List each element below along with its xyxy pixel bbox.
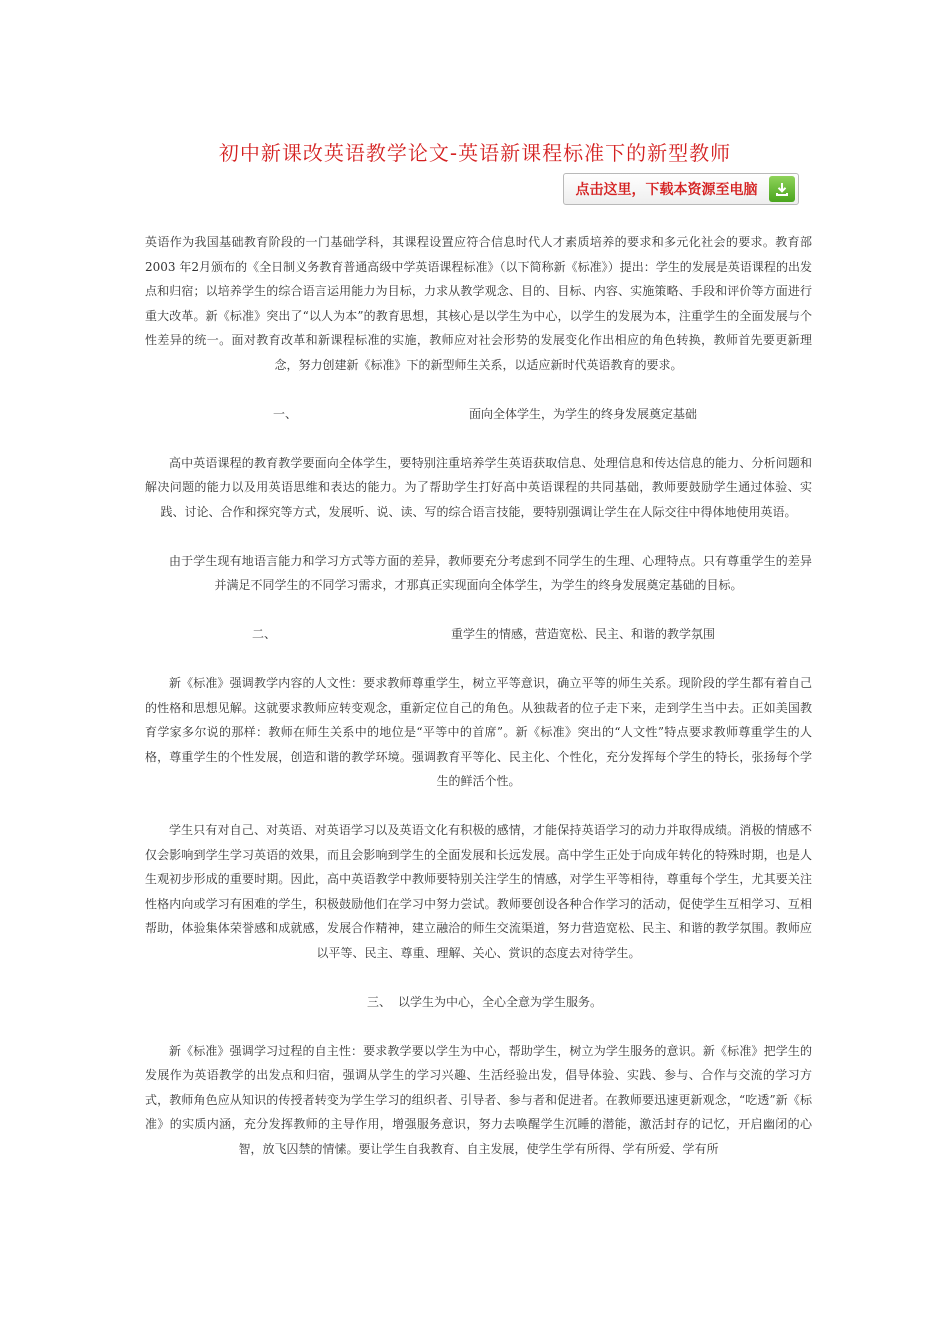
section-2-paragraph-1: 新《标准》强调教学内容的人文性：要求教师尊重学生，树立平等意识，确立平等的师生关系。现阶段的学生都有着自己的性格和思想见解。这就要求教师应转变观念，重新定位自己的角色。从独裁者的位子走下来，走到学生当中去。正如美国教育学家多尔说的那样：教师在师生关系中的地位是“平等中的首席”。新《标准》突出的“人文性”特点要求教师尊重学生的人格，尊重学生的个性发展，创造和谐的教学环境。强调教育平等化、民主化、个性化，充分发挥每个学生的特长，张扬每个学生的鲜活个性。 [145, 676, 812, 788]
section-number: 三、 [367, 994, 392, 1009]
download-button[interactable] [563, 173, 799, 205]
article-body [145, 230, 812, 1186]
section-title: 重学生的情感，营造宽松、民主、和谐的教学氛围 [451, 627, 716, 641]
section-1-paragraph-2: 由于学生现有地语言能力和学习方式等方面的差异，教师要充分考虑到不同学生的生理、心理特点。只有尊重学生的差异并满足不同学生的不同学习需求，才那真正实现面向全体学生，为学生的终身发展奠定基础的目标。 [169, 553, 812, 592]
download-button-label: 点击这里，下载本资源至电脑 [575, 182, 758, 198]
section-1-paragraph-1: 高中英语课程的教育教学要面向全体学生，要特别注重培养学生英语获取信息、处理信息和传达信息的能力、分析问题和解决问题的能力以及用英语思维和表达的能力。为了帮助学生打好高中英语课程的共同基础，教师要鼓励学生通过体验、实践、讨论、合作和探究等方式，发展听、说、读、写的综合语言技能，要特别强调让学生在人际交往中得体地使用英语。 [145, 455, 812, 519]
section-number: 一、 [273, 406, 298, 421]
download-icon [769, 176, 795, 202]
section-number: 二、 [252, 627, 277, 641]
section-title: 以学生为中心，全心全意为学生服务。 [398, 994, 603, 1009]
intro-paragraph: 英语作为我国基础教育阶段的一门基础学科，其课程设置应符合信息时代人才素质培养的要求和多元化社会的要求。教育部2003 年2月颁布的《全日制义务教育普通高级中学英语课程标准》（以下简称新《标准》）提出：学生的发展是英语课程的出发点和归宿；以培养学生的综合语言运用能力为目标，力求从教学观念、目的、目标、内容、实施策略、手段和评价等方面进行重大改革。新《标准》突出了“以人为本”的教育思想，其核心是以学生为中心，以学生的发展为本，注重学生的全面发展与个性差异的统一。面对教育改革和新课程标准的实施，教师应对社会形势的发展变化作出相应的角色转换，教师首先要更新理念，努力创建新《标准》下的新型师生关系，以适应新时代英语教育的要求。 [145, 235, 812, 372]
section-heading-2 [145, 622, 812, 647]
section-2-paragraph-2: 学生只有对自己、对英语、对英语学习以及英语文化有积极的感情，才能保持英语学习的动力并取得成绩。消极的情感不仅会影响到学生学习英语的效果，而且会影响到学生的全面发展和长远发展。高中学生正处于向成年转化的特殊时期，也是人生观初步形成的重要时期。因此，高中英语教学中教师要特别关注学生的情感，对学生平等相待，尊重每个学生，尤其要关注性格内向或学习有困难的学生，积极鼓励他们在学习中努力尝试。教师要创设各种合作学习的活动，促使学生互相学习、互相帮助，体验集体荣誉感和成就感，发展合作精神，建立融洽的师生交流渠道，努力营造宽松、民主、和谐的教学氛围。教师应以平等、民主、尊重、理解、关心、赏识的态度去对待学生。 [145, 823, 812, 960]
section-3-paragraph-1: 新《标准》强调学习过程的自主性：要求教学要以学生为中心，帮助学生，树立为学生服务的意识。新《标准》把学生的发展作为英语教学的出发点和归宿，强调从学生的学习兴趣、生活经验出发，倡导体验、实践、参与、合作与交流的学习方式，教师角色应从知识的传授者转变为学生学习的组织者、引导者、参与者和促进者。在教师要迅速更新观念，“吃透”新《标准》的实质内涵，充分发挥教师的主导作用，增强服务意识，努力去唤醒学生沉睡的潜能，激活封存的记忆，开启幽闭的心智，放飞囚禁的情愫。要让学生自我教育、自主发展，使学生学有所得、学有所爱、学有所 [145, 1043, 812, 1156]
document-title: 初中新课改英语教学论文-英语新课程标准下的新型教师 [218, 141, 732, 165]
section-title: 面向全体学生，为学生的终身发展奠定基础 [469, 406, 698, 421]
section-heading-1 [145, 402, 812, 427]
section-heading-3 [145, 990, 812, 1015]
